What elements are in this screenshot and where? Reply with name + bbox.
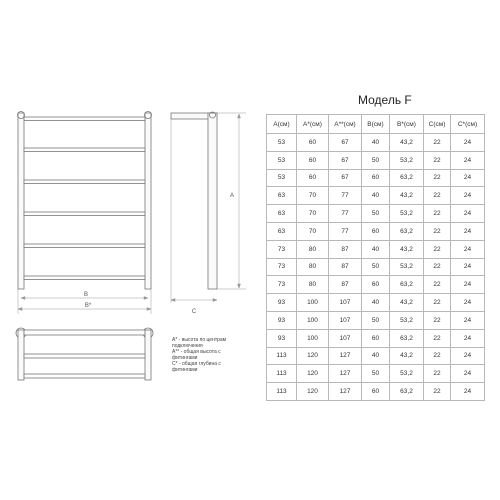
table-cell: 53,2: [390, 365, 424, 383]
table-row: [267, 134, 485, 152]
table-cell: 22: [424, 205, 451, 223]
table-cell: 43,2: [390, 187, 424, 205]
table-cell: 63: [267, 187, 297, 205]
table-cell: 22: [424, 151, 451, 169]
model-title: Модель F: [358, 93, 412, 107]
table-cell: 22: [424, 311, 451, 329]
table-row: [267, 347, 485, 365]
table-cell: 63,2: [390, 276, 424, 294]
rung: [24, 276, 145, 280]
table-cell: 24: [451, 311, 485, 329]
table-cell: 120: [297, 365, 329, 383]
table-cell: 63,2: [390, 169, 424, 187]
table-cell: 53,2: [390, 151, 424, 169]
table-cell: 63: [267, 205, 297, 223]
table-cell: 43,2: [390, 294, 424, 312]
table-cell: 63: [267, 222, 297, 240]
front-view: [18, 112, 152, 315]
rungs: [24, 117, 145, 280]
table-cell: 50: [362, 365, 390, 383]
note-line: A** - общая высота с: [172, 349, 221, 356]
table-cell: 77: [329, 187, 362, 205]
table-row: [267, 258, 485, 276]
table-cell: 22: [424, 383, 451, 401]
rung: [24, 117, 145, 121]
side-view: [171, 112, 246, 303]
table-cell: 107: [329, 311, 362, 329]
table-cell: 73: [267, 240, 297, 258]
table-cell: 63,2: [390, 329, 424, 347]
table-cell: 70: [297, 187, 329, 205]
table-cell: 22: [424, 240, 451, 258]
table-cell: 40: [362, 240, 390, 258]
table-cell: 93: [267, 294, 297, 312]
table-cell: 73: [267, 258, 297, 276]
table-cell: 40: [362, 187, 390, 205]
dim-label-b: B: [83, 292, 89, 298]
table-cell: 24: [451, 365, 485, 383]
table-cell: 60: [362, 222, 390, 240]
table-cell: 22: [424, 169, 451, 187]
note-line: подключения: [172, 343, 203, 350]
table-cell: 60: [362, 276, 390, 294]
table-cell: 70: [297, 205, 329, 223]
table-cell: 24: [451, 205, 485, 223]
table-row: [267, 240, 485, 258]
table-cell: 43,2: [390, 347, 424, 365]
table-cell: 87: [329, 240, 362, 258]
table-cell: 53: [267, 134, 297, 152]
table-cell: 77: [329, 205, 362, 223]
table-cell: 24: [451, 294, 485, 312]
table-cell: 40: [362, 134, 390, 152]
table-cell: 67: [329, 169, 362, 187]
table-row: [267, 329, 485, 347]
table-cell: 113: [267, 365, 297, 383]
table-cell: 127: [329, 365, 362, 383]
table-cell: 93: [267, 311, 297, 329]
table-cell: 87: [329, 258, 362, 276]
column-header: A(см): [267, 115, 297, 134]
table-cell: 100: [297, 294, 329, 312]
column-header: C*(см): [451, 115, 485, 134]
table-cell: 70: [297, 222, 329, 240]
dim-label-a: A: [229, 193, 235, 199]
table-cell: 77: [329, 222, 362, 240]
table-cell: 22: [424, 134, 451, 152]
table-cell: 107: [329, 294, 362, 312]
table-cell: 24: [451, 258, 485, 276]
table-cell: 80: [297, 240, 329, 258]
table-cell: 40: [362, 294, 390, 312]
table-cell: 50: [362, 205, 390, 223]
table-cell: 60: [362, 383, 390, 401]
table-cell: 53: [267, 151, 297, 169]
table-cell: 67: [329, 151, 362, 169]
table-cell: 127: [329, 383, 362, 401]
left-post: [18, 113, 24, 289]
column-header: B*(см): [390, 115, 424, 134]
top-view: [16, 328, 153, 380]
table-row: [267, 187, 485, 205]
table-cell: 43,2: [390, 134, 424, 152]
table-cell: 113: [267, 347, 297, 365]
note-line: C* - общая глубина с: [172, 361, 221, 368]
column-header: C(см): [424, 115, 451, 134]
table-cell: 113: [267, 383, 297, 401]
table-cell: 60: [362, 329, 390, 347]
table-cell: 22: [424, 347, 451, 365]
table-cell: 53,2: [390, 311, 424, 329]
table-cell: 60: [362, 169, 390, 187]
table-row: [267, 222, 485, 240]
table-cell: 60: [297, 169, 329, 187]
table-row: [267, 383, 485, 401]
table-cell: 80: [297, 258, 329, 276]
column-header: B(см): [362, 115, 390, 134]
table-cell: 63,2: [390, 383, 424, 401]
table-header-row: [267, 115, 485, 134]
table-cell: 24: [451, 169, 485, 187]
table-row: [267, 276, 485, 294]
table-cell: 50: [362, 258, 390, 276]
dim-label-c: C: [191, 309, 197, 315]
dimensions-table: [266, 114, 485, 401]
table-cell: 120: [297, 383, 329, 401]
column-header: A**(см): [329, 115, 362, 134]
table-cell: 22: [424, 258, 451, 276]
top-view-rung: [24, 374, 145, 378]
table-cell: 60: [297, 151, 329, 169]
top-view-rung: [24, 330, 145, 335]
table-cell: 53,2: [390, 205, 424, 223]
table-cell: 80: [297, 276, 329, 294]
rung: [24, 244, 145, 248]
top-view-left-post: [18, 330, 24, 380]
table-cell: 22: [424, 276, 451, 294]
table-cell: 22: [424, 294, 451, 312]
table-row: [267, 365, 485, 383]
table-cell: 50: [362, 151, 390, 169]
table-cell: 24: [451, 134, 485, 152]
table-cell: 127: [329, 347, 362, 365]
table-cell: 73: [267, 276, 297, 294]
table-cell: 22: [424, 329, 451, 347]
table-body: [267, 134, 485, 401]
table-cell: 40: [362, 347, 390, 365]
table-cell: 24: [451, 187, 485, 205]
rung: [24, 148, 145, 152]
table-cell: 53,2: [390, 258, 424, 276]
table-cell: 120: [297, 347, 329, 365]
table-cell: 22: [424, 365, 451, 383]
table-cell: 24: [451, 240, 485, 258]
note-line: фитингами: [172, 355, 198, 362]
table-cell: 24: [451, 329, 485, 347]
top-view-right-post: [145, 330, 151, 380]
table-cell: 24: [451, 222, 485, 240]
table-row: [267, 294, 485, 312]
note-line: фитингами: [172, 367, 198, 374]
table-row: [267, 151, 485, 169]
table-row: [267, 169, 485, 187]
table-cell: 100: [297, 329, 329, 347]
table-cell: 22: [424, 222, 451, 240]
table-cell: 24: [451, 383, 485, 401]
table-cell: 100: [297, 311, 329, 329]
table-cell: 93: [267, 329, 297, 347]
rung: [24, 212, 145, 216]
side-body: [208, 113, 217, 289]
table-cell: 67: [329, 134, 362, 152]
table-cell: 24: [451, 151, 485, 169]
right-post: [145, 113, 151, 289]
rung: [24, 180, 145, 184]
column-header: A*(см): [297, 115, 329, 134]
table-cell: 87: [329, 276, 362, 294]
table-cell: 43,2: [390, 240, 424, 258]
table-cell: 50: [362, 311, 390, 329]
table-row: [267, 311, 485, 329]
table-cell: 22: [424, 187, 451, 205]
table-row: [267, 205, 485, 223]
dim-label-b-star: B*: [84, 303, 92, 309]
table-cell: 53: [267, 169, 297, 187]
note-line: A* - высота по центрам: [172, 337, 227, 343]
table-cell: 63,2: [390, 222, 424, 240]
table-cell: 60: [297, 134, 329, 152]
table-cell: 107: [329, 329, 362, 347]
top-view-rung: [24, 354, 145, 358]
notes: [172, 337, 267, 374]
table-cell: 24: [451, 347, 485, 365]
table-cell: 24: [451, 276, 485, 294]
